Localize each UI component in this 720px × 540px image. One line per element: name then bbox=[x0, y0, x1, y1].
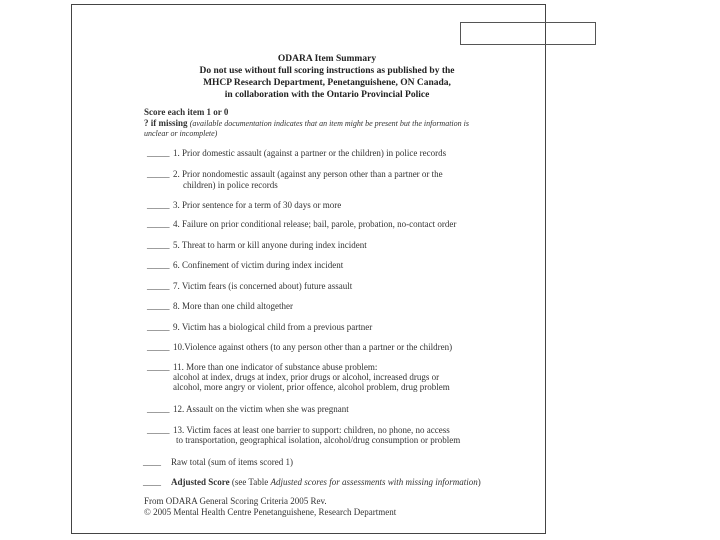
item-9: 9. Victim has a biological child from a previous partner bbox=[173, 322, 373, 332]
copyright-note: © 2005 Mental Health Centre Penetanguishene, Research Department bbox=[144, 507, 397, 517]
item-8-blank[interactable]: _____ bbox=[147, 301, 170, 311]
item-8: 8. More than one child altogether bbox=[173, 301, 293, 311]
item-3-blank[interactable]: _____ bbox=[147, 200, 170, 210]
item-2-line-1: 2. Prior nondomestic assault (against any person other than a partner or the bbox=[173, 169, 443, 179]
item-13-line-2: to transportation, geographical isolation, alcohol/drug consumption or problem bbox=[176, 435, 461, 445]
adjusted-score-label: Adjusted Score bbox=[171, 477, 230, 487]
item-2-line-2: children) in police records bbox=[183, 180, 278, 190]
item-3: 3. Prior sentence for a term of 30 days or more bbox=[173, 200, 342, 210]
raw-total-blank[interactable]: ____ bbox=[143, 457, 161, 467]
item-11-line-3: alcohol, more angry or violent, prior offence, alcohol problem, drug problem bbox=[173, 382, 450, 392]
source-note: From ODARA General Scoring Criteria 2005 Rev. bbox=[144, 496, 327, 506]
item-11-line-2: alcohol at index, drugs at index, prior drugs or alcohol, increased drugs or bbox=[173, 372, 440, 382]
item-10: 10.Violence against others (to any person other than a partner or the children) bbox=[173, 342, 453, 352]
item-13-blank[interactable]: _____ bbox=[147, 425, 170, 435]
item-4: 4. Failure on prior conditional release; bail, parole, probation, no-contact order bbox=[173, 219, 457, 229]
adjusted-score bbox=[171, 477, 481, 488]
item-11-blank[interactable]: _____ bbox=[147, 362, 170, 372]
item-11-line-1: 11. More than one indicator of substance abuse problem: bbox=[173, 362, 378, 372]
header-line-3: MHCP Research Department, Penetanguishene, ON Canada, bbox=[203, 78, 451, 88]
item-7: 7. Victim fears (is concerned about) future assault bbox=[173, 281, 353, 291]
header-line-4: in collaboration with the Ontario Provincial Police bbox=[224, 90, 430, 100]
document-page bbox=[71, 4, 546, 534]
adjusted-score-blank[interactable]: ____ bbox=[143, 477, 161, 487]
item-13-line-1: 13. Victim faces at least one barrier to support: children, no phone, no access bbox=[173, 425, 450, 435]
score-instruction: Score each item 1 or 0 bbox=[144, 107, 229, 117]
item-1-blank[interactable]: _____ bbox=[147, 148, 170, 158]
adjusted-score-pre: (see Table bbox=[231, 477, 269, 487]
item-12-blank[interactable]: _____ bbox=[147, 404, 170, 414]
adjusted-score-table-name: Adjusted scores for assessments with missing information bbox=[270, 477, 478, 487]
item-7-blank[interactable]: _____ bbox=[147, 281, 170, 291]
item-12: 12. Assault on the victim when she was pregnant bbox=[173, 404, 349, 414]
missing-label: ? if missing bbox=[144, 118, 188, 128]
id-entry-box[interactable] bbox=[460, 22, 596, 45]
item-9-blank[interactable]: _____ bbox=[147, 322, 170, 332]
item-6-blank[interactable]: _____ bbox=[147, 260, 170, 270]
item-6: 6. Confinement of victim during index incident bbox=[173, 260, 344, 270]
missing-note-2: unclear or incomplete) bbox=[144, 129, 218, 138]
item-10-blank[interactable]: _____ bbox=[147, 342, 170, 352]
missing-note-1: (available documentation indicates that an item might be present but the information is bbox=[189, 119, 469, 128]
item-1: 1. Prior domestic assault (against a partner or the children) in police records bbox=[173, 148, 447, 158]
header-line-2: Do not use without full scoring instructions as published by the bbox=[199, 66, 455, 76]
item-2-blank[interactable]: _____ bbox=[147, 169, 170, 179]
adjusted-score-post: ) bbox=[477, 477, 481, 487]
form-title: ODARA Item Summary bbox=[277, 54, 377, 64]
item-4-blank[interactable]: _____ bbox=[147, 219, 170, 229]
item-5: 5. Threat to harm or kill anyone during index incident bbox=[173, 240, 367, 250]
raw-total: Raw total (sum of items scored 1) bbox=[171, 457, 293, 467]
item-5-blank[interactable]: _____ bbox=[147, 240, 170, 250]
